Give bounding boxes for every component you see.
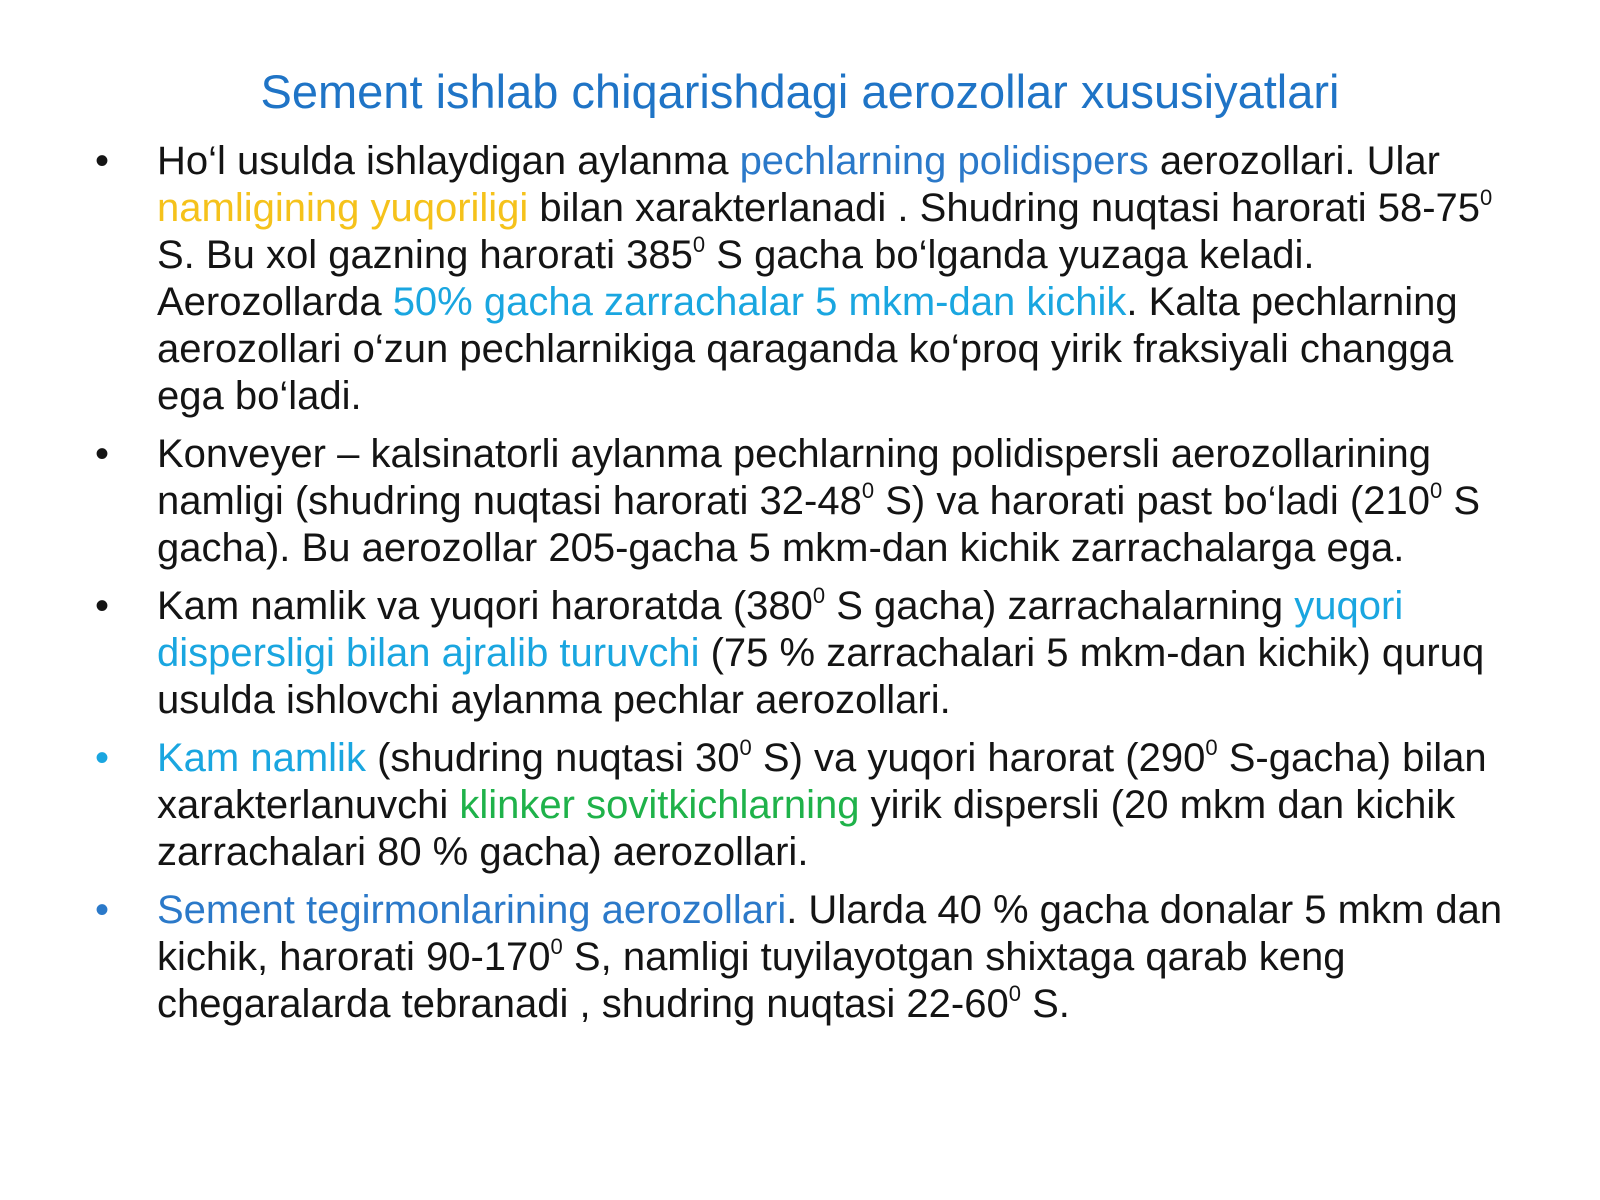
- text-segment: 50% gacha zarrachalar 5 mkm-dan kichik: [392, 280, 1127, 324]
- superscript-degree: 0: [692, 232, 706, 257]
- bullet-item-5: [95, 887, 1515, 1028]
- text-segment: Kam namlik: [157, 736, 366, 780]
- bullet-dot: •: [95, 432, 110, 476]
- text-segment: bilan xarakterlanadi . Shudring nuqtasi harorati 58-75: [528, 186, 1481, 230]
- text-segment: yuqori dispersligi bilan ajralib turuvchi: [157, 584, 1404, 675]
- text-segment: S-gacha) bilan xarakterlanuvchi: [157, 736, 1487, 827]
- bullet-dot: •: [95, 584, 110, 628]
- text-segment: (shudring nuqtasi 30: [365, 736, 740, 780]
- bullet-item-3: [95, 583, 1515, 724]
- superscript-degree: 0: [812, 583, 826, 608]
- text-segment: (75 % zarrachalari 5 mkm-dan kichik) quruq usulda ishlovchi aylanma pechlar aerozollari.: [157, 631, 1485, 722]
- bullet-list: [95, 138, 1515, 1039]
- bullet-text: [157, 583, 1515, 724]
- text-segment: S gacha) zarrachalarning: [825, 584, 1295, 628]
- text-segment: namligining yuqoriligi: [157, 186, 529, 230]
- text-segment: S) va yuqori harorat (290: [751, 736, 1206, 780]
- text-segment: Ho‘l usulda ishlaydigan aylanma: [157, 139, 740, 183]
- slide-title: Sement ishlab chiqarishdagi aerozollar xususiyatlari: [260, 65, 1340, 118]
- text-segment: S.: [1020, 982, 1070, 1026]
- text-segment: S. Bu xol gazning harorati 385: [157, 233, 693, 277]
- bullet-text: [157, 735, 1515, 876]
- bullet-dot: •: [95, 888, 110, 932]
- text-segment: aerozollari.: [1148, 139, 1367, 183]
- bullet-dot: •: [95, 736, 110, 780]
- bullet-text: [157, 138, 1515, 420]
- text-segment: Ular: [1366, 139, 1440, 183]
- bullet-item-4: [95, 735, 1515, 876]
- superscript-degree: 0: [1205, 735, 1218, 760]
- text-segment: S, namligi tuyilayotgan shixtaga qarab keng chegaralarda tebranadi , shudring nuqtasi 22-60: [157, 935, 1346, 1026]
- text-segment: Kam namlik va yuqori haroratda (380: [157, 584, 813, 628]
- text-segment: . Kalta pechlarning aerozollari o‘zun pechlarnikiga qaraganda ko‘proq yirik fraksiyali changga ega bo‘ladi.: [157, 280, 1458, 418]
- text-segment: klinker sovitkichlarning: [459, 783, 860, 827]
- superscript-degree: 0: [550, 934, 563, 959]
- superscript-degree: 0: [1008, 981, 1021, 1006]
- text-segment: S gacha). Bu aerozollar 205-gacha 5 mkm-dan kichik zarrachalarga ega.: [157, 479, 1480, 570]
- superscript-degree: 0: [861, 478, 875, 503]
- bullet-text: [157, 431, 1515, 572]
- bullet-item-1: [95, 138, 1515, 420]
- text-segment: yirik dispersli (20 mkm dan kichik zarrachalari 80 % gacha) aerozollari.: [157, 783, 1456, 874]
- bullet-dot: •: [95, 139, 110, 183]
- text-segment: Konveyer – kalsinatorli aylanma pechlarning polidispersli aerozollarining namligi (shudring nuqtasi harorati 32-48: [157, 432, 1432, 523]
- text-segment: S gacha bo‘lganda yuzaga keladi. Aerozollarda: [157, 233, 1315, 324]
- text-segment: pechlarning polidispers: [739, 139, 1149, 183]
- superscript-degree: 0: [1429, 478, 1443, 503]
- superscript-degree: 0: [739, 735, 752, 760]
- text-segment: S) va harorati past bo‘ladi (210: [874, 479, 1430, 523]
- superscript-degree: 0: [1480, 185, 1493, 210]
- bullet-text: [157, 887, 1515, 1028]
- bullet-item-2: [95, 431, 1515, 572]
- text-segment: . Ularda 40 % gacha donalar 5 mkm dan kichik, harorati 90-170: [157, 888, 1503, 979]
- text-segment: Sement tegirmonlarining aerozollari: [157, 888, 787, 932]
